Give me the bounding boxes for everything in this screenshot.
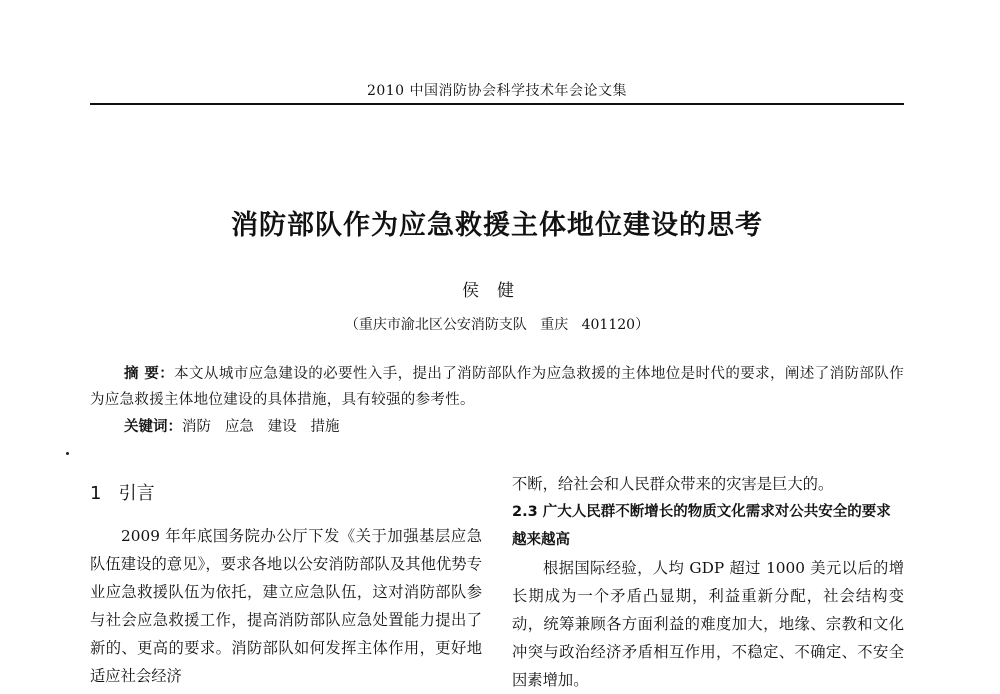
continuation-paragraph: 不断，给社会和人民群众带来的灾害是巨大的。	[512, 475, 834, 493]
introduction-paragraph: 2009 年年底国务院办公厅下发《关于加强基层应急队伍建设的意见》，要求各地以公安消防部队及其他优势专业应急救援队伍为依托，建立应急队伍，这对消防部队参与社会应急救援工作，提高消防部队应急处置能力提出了新的、更高的要求。消防部队如何发挥主体作用，更好地适应社会经济	[90, 527, 482, 685]
section-heading-introduction: 1 引言	[90, 483, 155, 504]
abstract	[90, 361, 904, 413]
keywords-label: 关键词：	[124, 418, 182, 435]
right-column	[512, 470, 904, 694]
keywords	[124, 414, 904, 440]
author-name: 侯健	[462, 281, 532, 301]
subsection-paragraph: 根据国际经验，人均 GDP 超过 1000 美元以后的增长期成为一个矛盾凸显期，利益重新分配，社会结构变动，统筹兼顾各方面利益的难度加大，地缘、宗教和文化冲突与政治经济矛盾相互作用，不稳定、不确定、不安全因素增加。	[512, 559, 904, 689]
header-rule	[90, 103, 904, 105]
running-header: 2010 中国消防协会科学技术年会论文集	[366, 83, 628, 99]
abstract-label: 摘 要：	[124, 365, 175, 382]
keywords-text: 消防 应急 建设 措施	[182, 419, 340, 435]
abstract-text: 本文从城市应急建设的必要性入手，提出了消防部队作为应急救援的主体地位是时代的要求，阐述了消防部队作为应急救援主体地位建设的具体措施，具有较强的参考性。	[90, 366, 904, 408]
paper-title: 消防部队作为应急救援主体地位建设的思考	[231, 210, 763, 241]
left-column	[90, 470, 482, 690]
author-affiliation: （重庆市渝北区公安消防支队 重庆 401120）	[344, 317, 650, 333]
scan-speck	[66, 452, 69, 455]
subsection-heading-2-3: 2.3 广大人民群不断增长的物质文化需求对公共安全的要求越来越高	[512, 504, 891, 548]
